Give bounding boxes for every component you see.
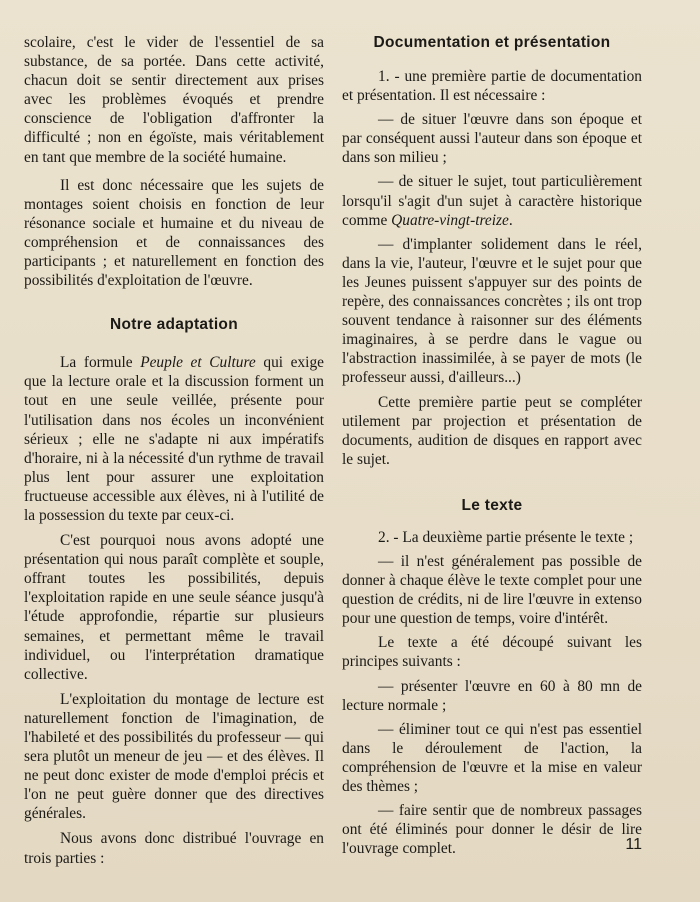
section-heading-le-texte: Le texte xyxy=(461,496,523,514)
paragraph: scolaire, c'est le vider de l'essentiel de sa substance, de sa portée. Dans cette activité, chacun doit se sentir directement aux prises avec les problèmes évoqués et prendre conscience de l'obligation d'affronter la difficulté ; non en égoïste, mais véritablement en tant que membre de la société humaine. xyxy=(24,34,324,166)
paragraph: Nous avons donc distribué l'ouvrage en trois parties : xyxy=(24,830,324,867)
section-heading-documentation: Documentation et présentation xyxy=(373,34,611,51)
paragraph: — d'implanter solidement dans le réel, dans la vie, l'auteur, l'œuvre et le sujet pour que les Jeunes puissent s'appuyer sur des points de repère, des connaissances concrètes ; ils ont trop souvent tendance à raisonner sur des éléments imaginaires, à se perdre dans le vague ou l'abstraction inassimilée, à se payer de mots (le professeur aussi, d'ailleurs...) xyxy=(342,235,642,387)
paragraph: Le texte a été découpé suivant les principes suivants : xyxy=(342,634,642,671)
paragraph: — éliminer tout ce qui n'est pas essentiel dans le déroulement de l'action, la compréhension de l'œuvre et la mise en valeur des thèmes ; xyxy=(342,720,642,795)
paragraph: Il est donc nécessaire que les sujets de montages soient choisis en fonction de leur résonance sociale et humaine et du niveau de compréhension et de connaissances des participants ; et naturellement en fonction des possibilités d'exploitation de l'œuvre. xyxy=(24,176,324,290)
paragraph: — de situer le sujet, tout particulièrement lorsqu'il s'agit d'un sujet à caractère historique comme Quatre-vingt-treize. xyxy=(342,173,642,229)
paragraph: Cette première partie peut se compléter utilement par projection et présentation de documents, audition de disques en rapport avec le sujet. xyxy=(342,393,642,468)
paragraph: 1. - une première partie de documentation et présentation. Il est nécessaire : xyxy=(342,68,642,105)
paragraph: L'exploitation du montage de lecture est naturellement fonction de l'imagination, de l'habileté et des possibilités du professeur — qui sera plutôt un meneur de jeu — et des élèves. Il ne peut donc exister de mode d'emploi précis et l'on ne peut guère donner que des directives générales. xyxy=(24,690,324,823)
right-column xyxy=(342,0,642,858)
paragraph: — faire sentir que de nombreux passages ont été éliminés pour donner le désir de lire l'ouvrage complet. xyxy=(342,802,642,858)
paragraph: 2. - La deuxième partie présente le texte ; xyxy=(378,528,634,546)
paragraph: — présenter l'œuvre en 60 à 80 mn de lecture normale ; xyxy=(342,677,642,714)
italic-title: Quatre-vingt-treize xyxy=(391,211,509,229)
page-number: 11 xyxy=(625,836,642,853)
paragraph: C'est pourquoi nous avons adopté une présentation qui nous paraît complète et souple, offrant toutes les possibilités, depuis l'exploitation rapide en une seule séance jusqu'à l'étude approfondie, répartie sur plusieurs semaines, et permettant même le travail individuel, ou l'interprétation dramatique collective. xyxy=(24,532,324,683)
paragraph: — de situer l'œuvre dans son époque et par conséquent aussi l'auteur dans son époque et dans son milieu ; xyxy=(342,111,642,167)
left-column xyxy=(24,0,324,868)
paragraph: — il n'est généralement pas possible de donner à chaque élève le texte complet pour une question de crédits, ni de lire l'œuvre in extenso pour une question de temps, voire d'intérêt. xyxy=(342,552,642,628)
paragraph: La formule Peuple et Culture qui exige que la lecture orale et la discussion forment un tout en une seule veillée, présente pour l'utilisation dans nos écoles un inconvénient sérieux ; elle ne s'adapte ni aux impératifs d'horaire, ni à la nécessité d'un rythme de travail plus lent pour assurer une exploitation fructueuse accessible aux élèves, ni à l'utilité de la possession du texte par ceux-ci. xyxy=(24,354,324,524)
italic-title: Peuple et Culture xyxy=(140,354,256,372)
section-heading-notre-adaptation: Notre adaptation xyxy=(110,316,238,334)
